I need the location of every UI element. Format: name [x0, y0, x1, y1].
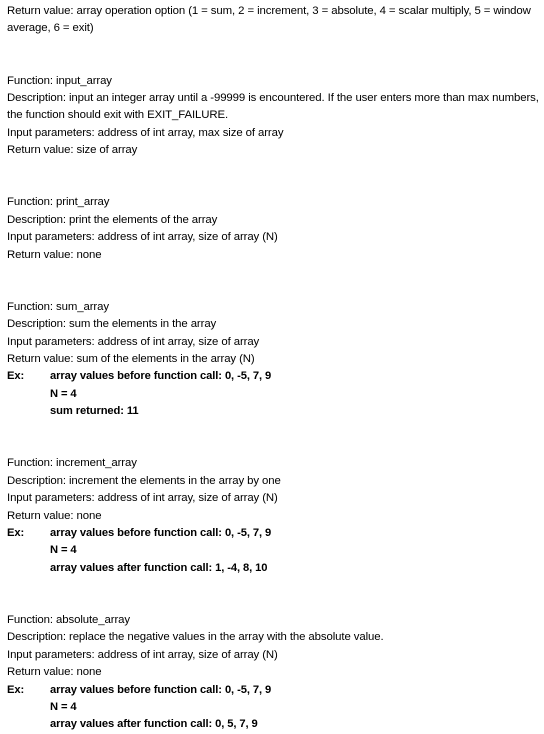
example-row	[7, 560, 541, 577]
spacer	[7, 281, 541, 298]
function-name: Function: increment_array	[7, 457, 137, 470]
document-page	[7, 3, 541, 734]
function-name: Function: input_array	[7, 74, 112, 87]
spacer	[7, 595, 541, 612]
example-line: sum returned: 11	[50, 405, 139, 418]
spacer	[7, 577, 541, 594]
function-params: Input parameters: address of int array, size of array (N)	[7, 648, 278, 661]
example-line: N = 4	[50, 544, 77, 557]
example-line: array values before function call: 0, -5, 7, 9	[50, 683, 272, 696]
example-line: N = 4	[50, 700, 77, 713]
function-params: Input parameters: address of int array, size of array (N)	[7, 231, 278, 244]
example-line: N = 4	[50, 387, 77, 400]
example-label: Ex:	[7, 527, 25, 540]
function-name: Function: print_array	[7, 196, 110, 209]
example-row	[7, 386, 541, 403]
example-row	[7, 699, 541, 716]
function-description: Description: replace the negative values in the array with the absolute value.	[7, 631, 384, 644]
function-params: Input parameters: address of int array, size of array (N)	[7, 492, 278, 505]
function-description: Description: increment the elements in the array by one	[7, 474, 281, 487]
example-label: Ex:	[7, 683, 25, 696]
example-row	[7, 525, 541, 542]
function-name: Function: absolute_array	[7, 613, 130, 626]
function-returns: Return value: size of array	[7, 144, 138, 157]
spacer	[7, 177, 541, 194]
spacer	[7, 38, 541, 55]
function-name: Function: sum_array	[7, 300, 109, 313]
intro-return-value: Return value: array operation option (1 = sum, 2 = increment, 3 = absolute, 4 = scalar multiply, 5 = window average, 6 = exit)	[7, 5, 531, 35]
example-row	[7, 682, 541, 699]
function-description: Description: sum the elements in the array	[7, 318, 217, 331]
spacer	[7, 160, 541, 177]
function-returns: Return value: none	[7, 248, 102, 261]
function-params: Input parameters: address of int array, max size of array	[7, 126, 284, 139]
example-line: array values after function call: 0, 5, 7, 9	[50, 718, 258, 731]
spacer	[7, 264, 541, 281]
function-returns: Return value: sum of the elements in the array (N)	[7, 353, 255, 366]
example-label: Ex:	[7, 370, 25, 383]
function-description: Description: input an integer array until a -99999 is encountered. If the user enters more than max numbers, the function should exit with EXIT_FAILURE.	[7, 92, 539, 122]
function-returns: Return value: none	[7, 666, 102, 679]
example-row	[7, 542, 541, 559]
example-row	[7, 368, 541, 385]
function-returns: Return value: none	[7, 509, 102, 522]
spacer	[7, 438, 541, 455]
example-row	[7, 403, 541, 420]
function-description: Description: print the elements of the array	[7, 213, 218, 226]
spacer	[7, 55, 541, 72]
example-line: array values before function call: 0, -5, 7, 9	[50, 370, 272, 383]
example-line: array values before function call: 0, -5, 7, 9	[50, 527, 272, 540]
example-row	[7, 716, 541, 733]
spacer	[7, 421, 541, 438]
example-line: array values after function call: 1, -4, 8, 10	[50, 561, 268, 574]
function-params: Input parameters: address of int array, size of array	[7, 335, 260, 348]
